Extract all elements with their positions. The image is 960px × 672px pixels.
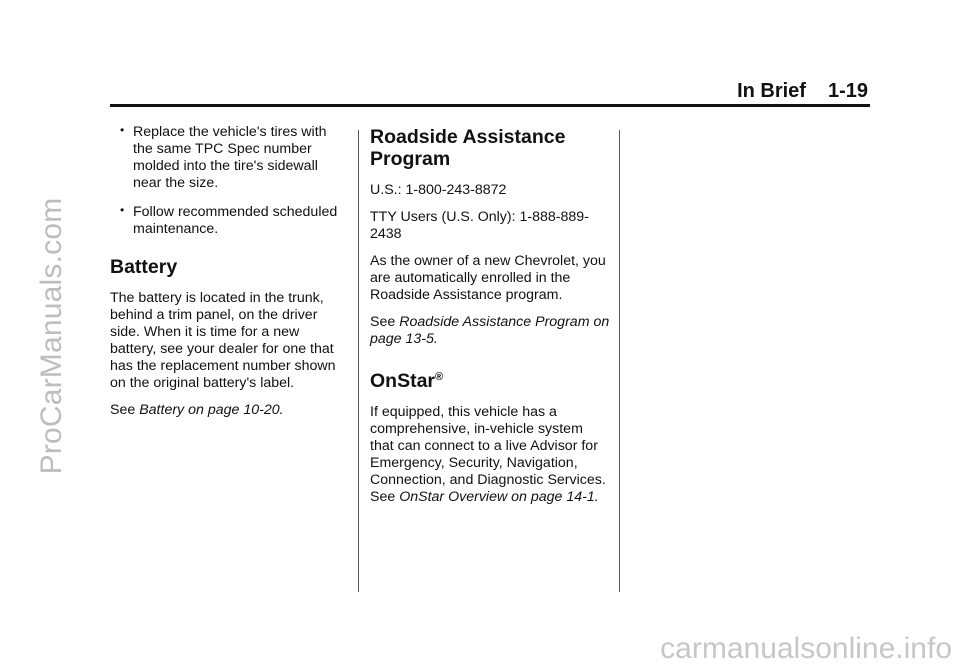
page-number: 1-19 <box>827 80 868 102</box>
bullet-icon: • <box>120 123 125 137</box>
battery-link[interactable]: Battery on page 10-20. <box>139 402 284 418</box>
onstar-heading-text: OnStar <box>370 370 436 392</box>
roadside-us-phone: U.S.: 1-800-243-8872 <box>370 182 507 198</box>
column-1 <box>110 124 348 429</box>
see-prefix: See <box>370 314 396 330</box>
battery-body: The battery is located in the trunk, behind a trim panel, on the driver side. When it is time for a new battery, see your dealer for one that has the replacement number shown on the original battery's label. <box>110 290 336 391</box>
section-title: In Brief <box>737 80 806 102</box>
battery-heading: Battery <box>110 256 178 278</box>
list-item <box>110 124 348 192</box>
roadside-see <box>370 314 610 348</box>
column-divider-1 <box>358 130 359 592</box>
onstar-link[interactable]: OnStar Overview on page 14-1. <box>399 489 599 505</box>
onstar-heading <box>370 366 610 392</box>
registered-mark: ® <box>435 371 444 383</box>
bullet-text: Replace the vehicle's tires with the same TPC Spec number molded into the tire's sidewall near the size. <box>133 124 327 191</box>
bullet-icon: • <box>120 203 125 217</box>
roadside-tty-phone: TTY Users (U.S. Only): 1-888-889-2438 <box>370 209 589 242</box>
watermark-bottom: carmanualsonline.info <box>660 632 952 665</box>
column-2 <box>370 126 610 516</box>
bullet-text: Follow recommended scheduled maintenance. <box>133 204 338 237</box>
onstar-body <box>370 404 610 506</box>
header-rule <box>110 104 870 107</box>
list-item <box>110 204 348 238</box>
see-prefix: See <box>110 402 136 418</box>
page-header <box>737 80 868 103</box>
roadside-heading: Roadside Assistance Program <box>370 126 566 170</box>
roadside-link[interactable]: Roadside Assistance Program on page 13-5. <box>370 314 610 347</box>
onstar-body-text: If equipped, this vehicle has a comprehensive, in-vehicle system that can connect to a live Advisor for Emergency, Security, Navigation, Connection, and Diagnostic Services. See <box>370 404 606 505</box>
battery-see <box>110 402 348 419</box>
roadside-body: As the owner of a new Chevrolet, you are automatically enrolled in the Roadside Assistance program. <box>370 253 606 303</box>
watermark-left: ProCarManuals.com <box>35 197 68 475</box>
column-divider-2 <box>619 130 620 592</box>
